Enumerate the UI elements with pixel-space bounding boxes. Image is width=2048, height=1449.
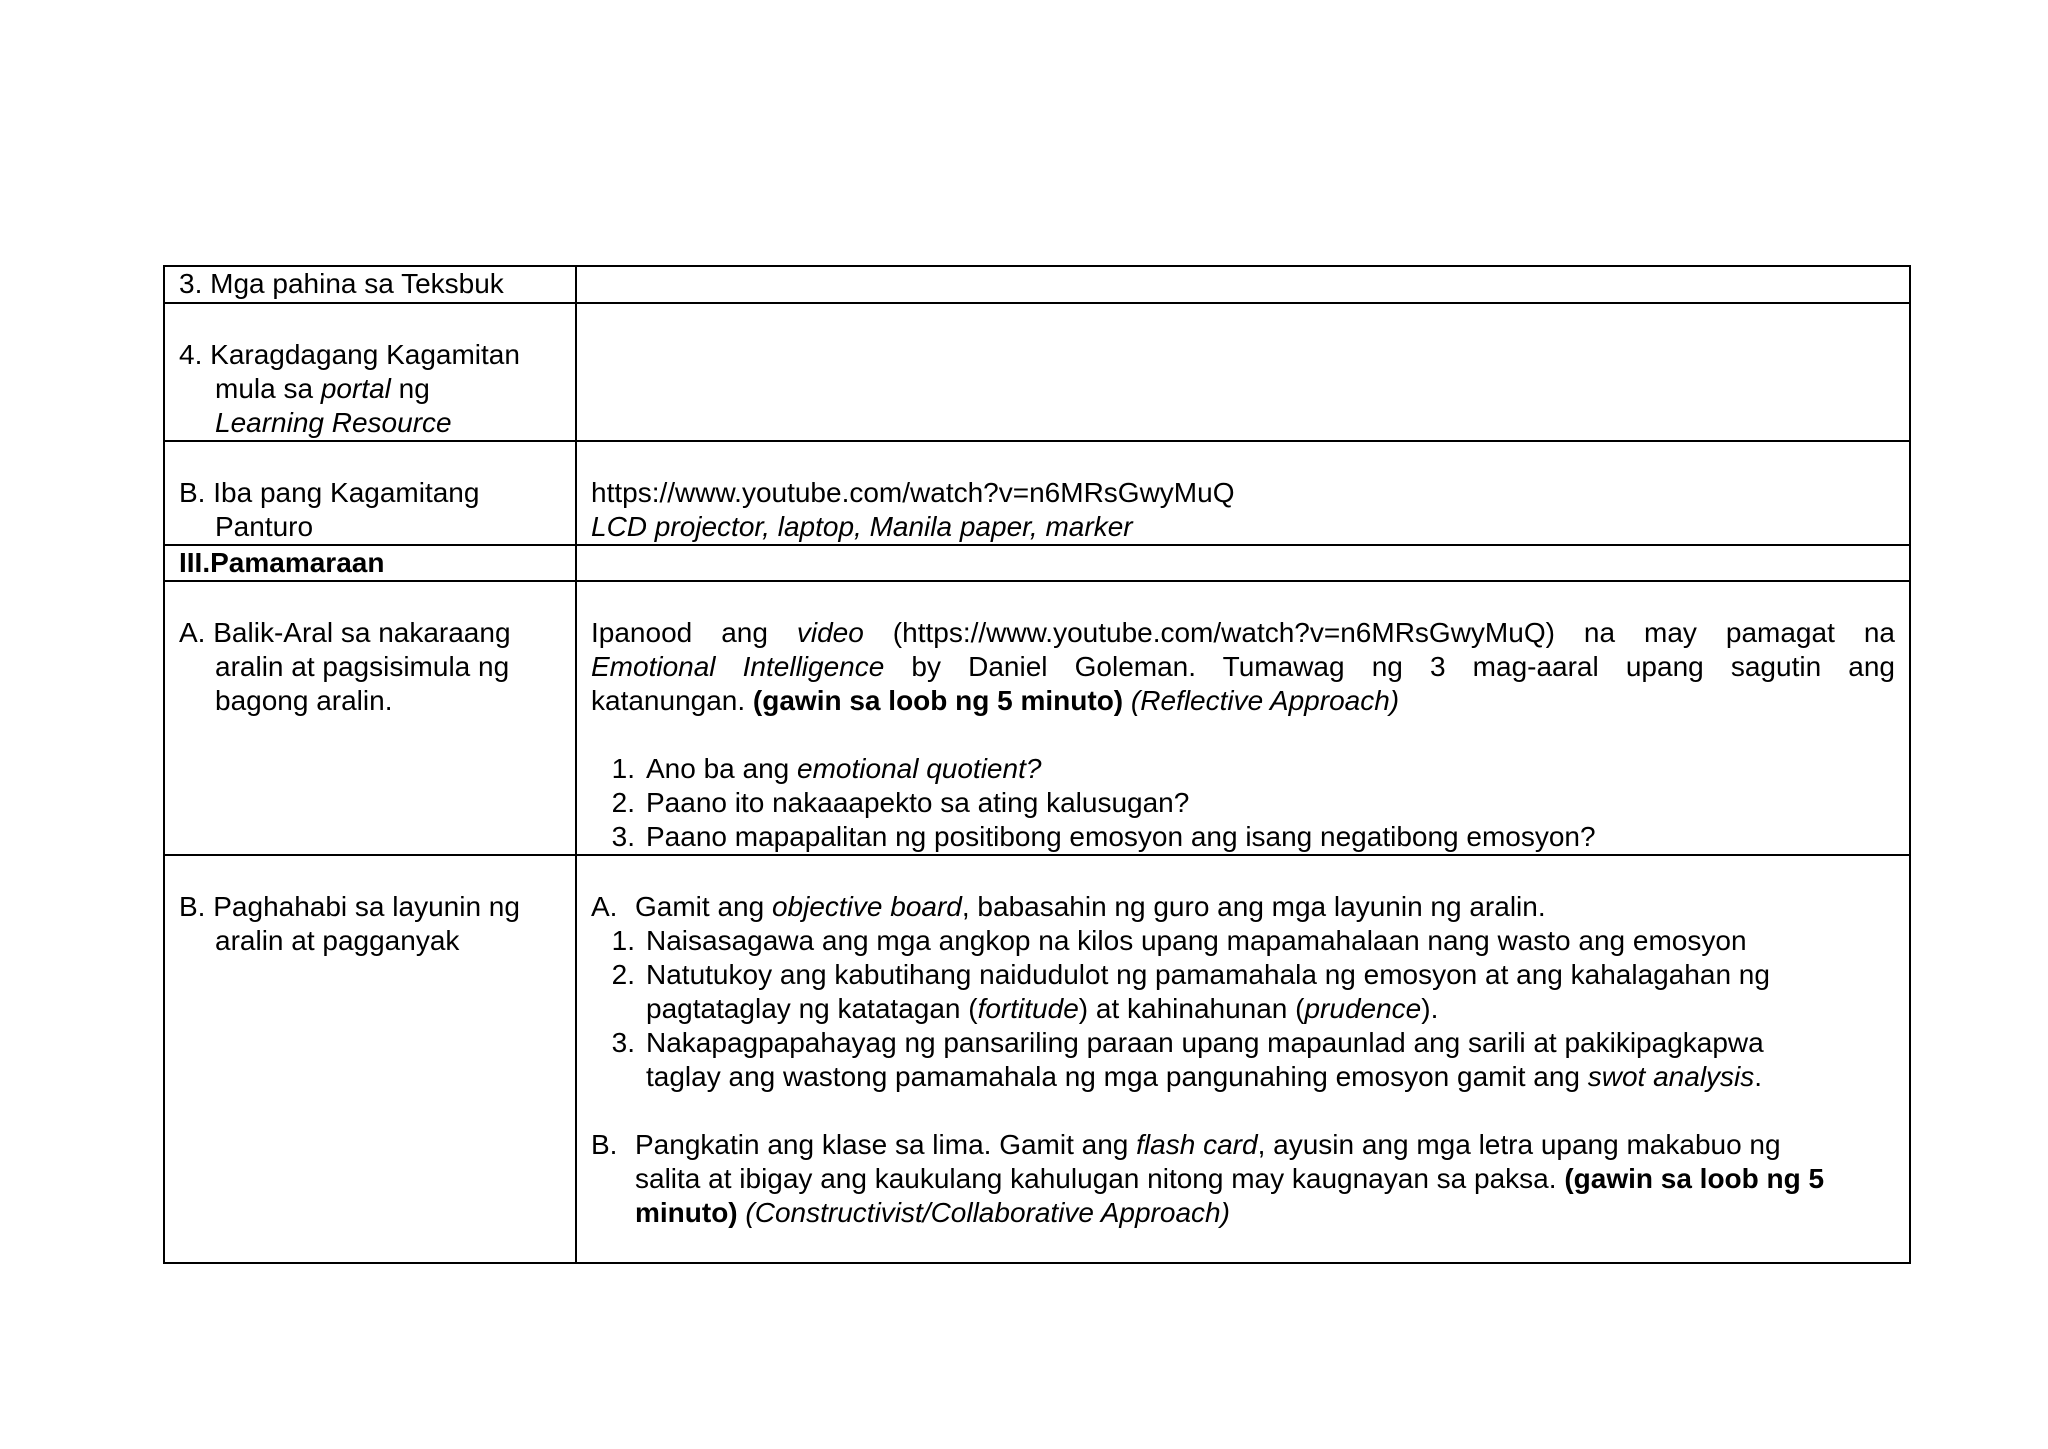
list-text: . xyxy=(1754,1061,1763,1092)
activity-italic: objective board xyxy=(771,891,962,922)
list-number: 3. xyxy=(611,1027,635,1058)
row-number: 4. xyxy=(179,339,203,370)
list-italic: emotional quotient? xyxy=(797,753,1042,784)
question-list xyxy=(591,752,1895,854)
row-number: B. xyxy=(179,477,206,508)
table-row xyxy=(164,441,1910,545)
list-item xyxy=(591,958,1895,1026)
paragraph-text: Ipanood ang xyxy=(591,617,797,648)
row-label-text: Paghahabi sa layunin ng xyxy=(213,891,520,922)
list-text: Naisasagawa ang mga angkop na kilos upang mapamahalaan nang wasto ang emosyon xyxy=(646,925,1747,956)
row-label-text: Panturo xyxy=(215,511,314,542)
row-content xyxy=(576,855,1910,1263)
list-number: 2. xyxy=(611,959,635,990)
list-italic: prudence xyxy=(1304,993,1422,1024)
row-label xyxy=(164,581,576,855)
row-number: A. xyxy=(179,617,206,648)
list-text: pagtataglay ng katatagan ( xyxy=(646,993,978,1024)
row-label-text: mula sa xyxy=(215,373,321,404)
row-label-italic: portal xyxy=(320,373,391,404)
paragraph-text: by Daniel Goleman. Tumawag ng 3 mag-aaral upang sagutin ang xyxy=(884,651,1895,682)
row-label xyxy=(164,303,576,441)
row-label-text: aralin at pagsisimula ng xyxy=(215,651,510,682)
time-note: minuto) xyxy=(635,1197,738,1228)
approach-note: (Reflective Approach) xyxy=(1130,685,1400,716)
list-number: 1. xyxy=(611,753,635,784)
table-row xyxy=(164,855,1910,1263)
table-row xyxy=(164,545,1910,581)
row-label xyxy=(164,266,576,303)
time-note: (gawin sa loob ng 5 xyxy=(1564,1163,1825,1194)
time-note: (gawin sa loob ng 5 minuto) xyxy=(752,685,1124,716)
activity-italic: flash card xyxy=(1136,1129,1258,1160)
list-text: ). xyxy=(1421,993,1439,1024)
row-label-text: ng xyxy=(390,373,430,404)
list-item xyxy=(591,752,1895,786)
row-content xyxy=(576,581,1910,855)
lesson-plan-table xyxy=(163,265,1911,1264)
row-content xyxy=(576,303,1910,441)
row-label xyxy=(164,855,576,1263)
list-italic: swot analysis xyxy=(1587,1061,1755,1092)
activity-text: salita at ibigay ang kaukulang kahulugan nitong may kaugnayan sa paksa. xyxy=(635,1163,1565,1194)
row-label-text: aralin at pagganyak xyxy=(215,925,460,956)
section-heading xyxy=(164,545,576,581)
row-label-text: Iba pang Kagamitang xyxy=(213,477,480,508)
list-number: 1. xyxy=(611,925,635,956)
row-label-text: Balik-Aral sa nakaraang xyxy=(213,617,511,648)
activity-text: Gamit ang xyxy=(635,891,772,922)
list-text: ) at kahinahunan ( xyxy=(1078,993,1305,1024)
objective-list xyxy=(591,924,1895,1094)
table-row xyxy=(164,266,1910,303)
row-content xyxy=(576,266,1910,303)
approach-note: (Constructivist/Collaborative Approach) xyxy=(737,1197,1230,1228)
list-text: taglay ang wastong pamamahala ng mga pangunahing emosyon gamit ang xyxy=(646,1061,1588,1092)
materials-list: LCD projector, laptop, Manila paper, marker xyxy=(591,511,1133,542)
list-text: Ano ba ang xyxy=(646,753,798,784)
row-label-text: Karagdagang Kagamitan xyxy=(210,339,520,370)
section-heading-text: III.Pamamaraan xyxy=(179,547,385,578)
row-label-text: bagong aralin. xyxy=(215,685,393,716)
row-content xyxy=(576,545,1910,581)
row-label-italic: Learning Resource xyxy=(215,407,452,438)
activity-paragraph-line xyxy=(591,650,1895,684)
video-title: Emotional Intelligence xyxy=(591,651,885,682)
list-item xyxy=(591,1026,1895,1094)
paragraph-text: (https://www.youtube.com/watch?v=n6MRsGwyMuQ) na may pamagat na xyxy=(863,617,1895,648)
list-italic: fortitude xyxy=(977,993,1079,1024)
row-label-text: 3. Mga pahina sa Teksbuk xyxy=(179,268,504,299)
table-row xyxy=(164,303,1910,441)
activity-b xyxy=(591,1128,1895,1230)
activity-letter: B. xyxy=(591,1129,618,1160)
activity-paragraph-line xyxy=(591,684,1895,718)
activity-text: , babasahin ng guro ang mga layunin ng aralin. xyxy=(961,891,1546,922)
activity-text: , ayusin ang mga letra upang makabuo ng xyxy=(1257,1129,1781,1160)
list-text: Natutukoy ang kabutihang naidudulot ng pamamahala ng emosyon at ang kahalagahan ng xyxy=(646,959,1770,990)
paragraph-italic: video xyxy=(796,617,864,648)
list-text: Paano ito nakaaapekto sa ating kalusugan? xyxy=(646,787,1190,818)
table-row xyxy=(164,581,1910,855)
activity-paragraph-line xyxy=(591,616,1895,650)
list-item xyxy=(591,924,1895,958)
list-text: Nakapagpapahayag ng pansariling paraan upang mapaunlad ang sarili at pakikipagkapwa xyxy=(646,1027,1764,1058)
row-number: B. xyxy=(179,891,206,922)
list-item xyxy=(591,786,1895,820)
list-number: 2. xyxy=(611,787,635,818)
list-text: Paano mapapalitan ng positibong emosyon ang isang negatibong emosyon? xyxy=(646,821,1596,852)
row-content xyxy=(576,441,1910,545)
paragraph-text: katanungan. xyxy=(591,685,753,716)
activity-letter: A. xyxy=(591,891,618,922)
row-label xyxy=(164,441,576,545)
list-item xyxy=(591,820,1895,854)
list-number: 3. xyxy=(611,821,635,852)
activity-text: Pangkatin ang klase sa lima. Gamit ang xyxy=(635,1129,1137,1160)
activity-a xyxy=(591,890,1895,924)
resource-url: https://www.youtube.com/watch?v=n6MRsGwyMuQ xyxy=(591,477,1235,508)
